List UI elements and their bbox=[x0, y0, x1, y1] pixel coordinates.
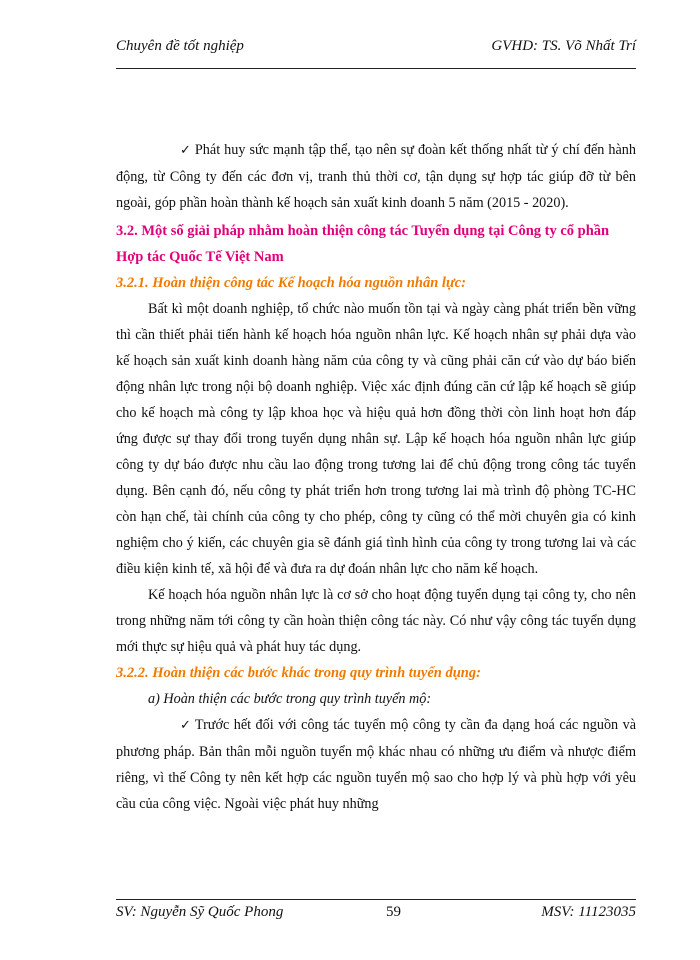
header-advisor: GVHD: TS. Võ Nhất Trí bbox=[491, 38, 636, 54]
subsection-heading-3-2-1: 3.2.1. Hoàn thiện công tác Kế hoạch hóa nguồn nhân lực: bbox=[116, 275, 466, 291]
section-heading-3-2: 3.2. Một số giải pháp nhằm hoàn thiện công tác Tuyển dụng tại Công ty cổ phần Hợp tác Quốc Tế Việt Nam bbox=[116, 223, 610, 265]
paragraph-text: Phát huy sức mạnh tập thể, tạo nên sự đoàn kết thống nhất từ ý chí đến hành động, từ Công ty đến các đơn vị, tranh thủ thời cơ, tận dụng sự hợp tác giúp đỡ từ bên ngoài, góp phần hoàn thành kế hoạch sản xuất kinh doanh 5 năm (2015 - 2020). bbox=[116, 142, 636, 211]
page-header bbox=[116, 38, 636, 60]
footer-student: SV: Nguyễn Sỹ Quốc Phong bbox=[116, 904, 284, 920]
document-body bbox=[116, 137, 636, 817]
paragraph-3: Kế hoạch hóa nguồn nhân lực là cơ sở cho hoạt động tuyển dụng tại công ty, cho nên trong những năm tới công ty cần hoàn thiện công tác này. Có như vậy công tác tuyển dụng mới thực sự hiệu quả và phát huy tác dụng. bbox=[116, 587, 636, 655]
subsection-heading-3-2-2: 3.2.2. Hoàn thiện các bước khác trong quy trình tuyển dụng: bbox=[116, 665, 481, 681]
paragraph-2: Bất kì một doanh nghiệp, tổ chức nào muốn tồn tại và ngày càng phát triển bền vững thì cần thiết phải tiến hành kế hoạch hóa nguồn nhân lực. Kế hoạch nhân sự phải dựa vào kế hoạch sản xuất kinh doanh hàng năm của công ty và cũng phải căn cứ vào dự báo biến động nhân lực trong nội bộ doanh nghiệp. Việc xác định đúng căn cứ lập kế hoạch sẽ giúp cho kế hoạch mà công ty lập khoa học và hiệu quả hơn đồng thời còn linh hoạt hơn đáp ứng được sự thay đổi trong tuyển dụng nhân sự. Lập kế hoạch hóa nguồn nhân lực giúp công ty dự báo được nhu cầu lao động trong tương lai để chủ động trong công tác tuyển dụng. Bên cạnh đó, nếu công ty phát triển hơn trong tương lai mà trình độ phòng TC-HC còn hạn chế, tài chính của công ty cho phép, công ty cũng có thể mời chuyên gia có kinh nghiệm cho ý kiến, các chuyên gia sẽ đánh giá tình hình của công ty trong tương lai và các điều kiện kinh tế, xã hội để và đưa ra dự đoán nhân lực cho năm kế hoạch. bbox=[116, 301, 636, 577]
header-title: Chuyên đề tốt nghiệp bbox=[116, 38, 244, 54]
bullet-paragraph-1 bbox=[116, 137, 636, 216]
page-number: 59 bbox=[386, 904, 401, 920]
check-icon: ✓ bbox=[180, 718, 191, 733]
bullet-paragraph-4 bbox=[116, 712, 636, 817]
check-icon: ✓ bbox=[180, 143, 191, 158]
sub-heading-a: a) Hoàn thiện các bước trong quy trình tuyển mộ: bbox=[148, 691, 432, 707]
footer-student-id: MSV: 11123035 bbox=[541, 904, 636, 920]
header-divider bbox=[116, 68, 636, 69]
page-footer bbox=[116, 904, 636, 926]
paragraph-text: Trước hết đối với công tác tuyển mộ công ty cần đa dạng hoá các nguồn và phương pháp. Bản thân mỗi nguồn tuyển mộ khác nhau có những ưu điểm và nhược điểm riêng, vì thế Công ty nên kết hợp các nguồn tuyển mộ sao cho hợp lý và phù hợp với yêu cầu của công việc. Ngoài việc phát huy những bbox=[116, 717, 636, 812]
footer-divider bbox=[116, 899, 636, 900]
